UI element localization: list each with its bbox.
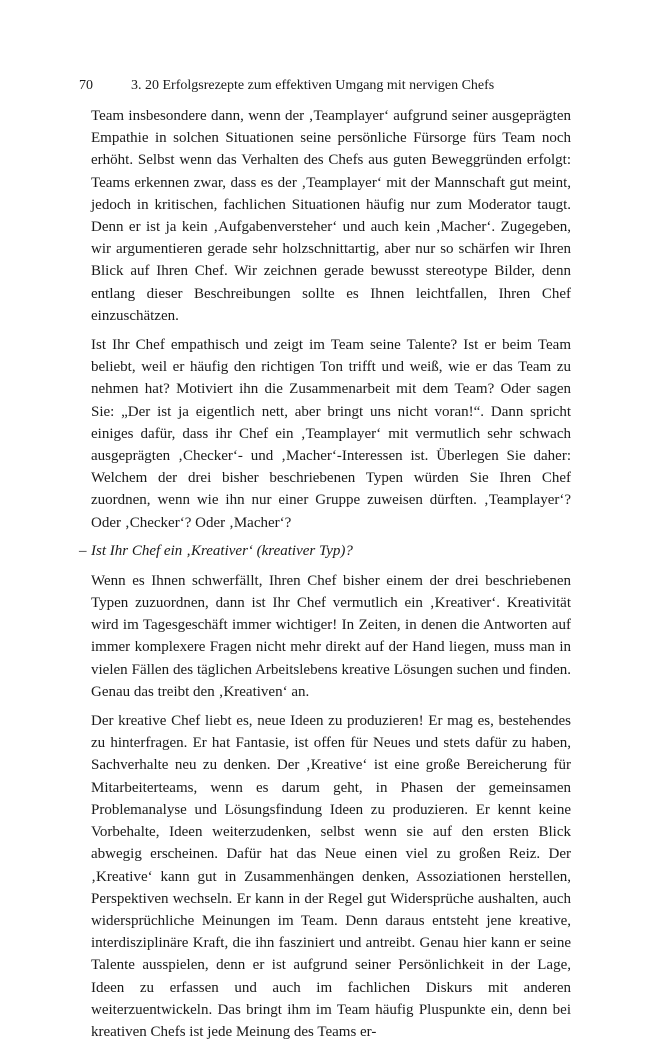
section-heading xyxy=(79,541,571,561)
page-number: 70 xyxy=(79,78,93,93)
paragraph-kreativer-intro: Wenn es Ihnen schwerfällt, Ihren Chef bisher einem der drei beschriebenen Typen zuzuordnen, dann ist Ihr Chef vermutlich ein ‚Kreativer‘. Kreativität wird im Tagesgeschäft immer wichtiger! In Zeiten, in denen die Antworten auf immer komplexere Fragen nicht mehr direkt auf der Hand liegen, muss man in vielen Fällen des täglichen Arbeitslebens kreative Lösungen suchen und finden. Genau das treibt den ‚Kreativen‘ an. xyxy=(91,572,571,700)
section-heading-title: Ist Ihr Chef ein ‚Kreativer‘ (kreativer Typ)? xyxy=(91,542,353,559)
paragraph-teamplayer-continued: Team insbesondere dann, wenn der ‚Teamplayer‘ aufgrund seiner ausgeprägten Empathie in solchen Situationen seine persönliche Fürsorge fürs Team noch erhöht. Selbst wenn das Verhalten des Chefs aus guten Beweggründen erfolgt: Teams erkennen zwar, dass es der ‚Teamplayer‘ mit der Mannschaft gut meint, jedoch in kritischen, fachlichen Situationen häufig nur zum Moderator taugt. Denn er ist ja kein ‚Aufgabenversteher‘ und auch kein ‚Macher‘. Zugegeben, wir argumentieren gerade sehr holzschnittartig, aber nur so schärfen wir Ihren Blick auf Ihren Chef. Wir zeichnen gerade bewusst stereotype Bilder, denn entlang dieser Beschreibungen sollte es Ihnen leichtfallen, Ihren Chef einzuschätzen. xyxy=(91,108,571,324)
list-dash: – xyxy=(79,542,87,559)
body-text xyxy=(79,105,571,1050)
chapter-title: 3. 20 Erfolgsrezepte zum effektiven Umgang mit nervigen Chefs xyxy=(131,78,495,93)
paragraph-kreativer-description: Der kreative Chef liebt es, neue Ideen zu produzieren! Er mag es, bestehendes zu hinterfragen. Er hat Fantasie, ist offen für Neues und stets dafür zu haben, Sachverhalte neu zu denken. Der ‚Kreative‘ ist eine große Bereicherung für Mitarbeiterteams, wenn es darum geht, in Phasen der gemeinsamen Problemanalyse und Lösungsfindung Ideen zu produzieren. Er kennt keine Vorbehalte, Ideen weiterzudenken, selbst wenn sie auf den ersten Blick abwegig erscheinen. Dafür hat das Neue einen viel zu großen Reiz. Der ‚Kreative‘ kann gut in Zusammenhängen denken, Assoziationen herstellen, Perspektiven wechseln. Er kann in der Regel gut Widersprüche aushalten, auch widersprüchliche Meinungen im Team. Denn daraus entsteht jene kreative, interdisziplinäre Kraft, die ihn fasziniert und antreibt. Genau hier kann er seine Talente ausspielen, denn er ist aufgrund seiner Persönlichkeit in der Lage, Ideen zu erfassen und auch im fachlichen Diskurs mit anderen weiterzuentwickeln. Das bringt ihm im Team häufig Pluspunkte ein, denn bei kreativen Chefs ist jede Meinung des Teams er- xyxy=(91,713,571,1040)
paragraph-teamplayer-questions: Ist Ihr Chef empathisch und zeigt im Team seine Talente? Ist er beim Team beliebt, weil er häufig den richtigen Ton trifft und weiß, wie er das Team zu nehmen hat? Motiviert ihn die Zusammenarbeit mit dem Team? Oder sagen Sie: „Der ist ja eigentlich nett, aber bringt uns nicht voran!“. Dann spricht einiges dafür, dass ihr Chef ein ‚Teamplayer‘ mit vermutlich sehr schwach ausgeprägten ‚Checker‘- und ‚Macher‘-Interessen ist. Überlegen Sie daher: Welchem der drei bisher beschriebenen Typen würden Sie Ihren Chef zuordnen, wenn wie ihn nur einer Gruppe zuweisen dürften. ‚Teamplayer‘? Oder ‚Checker‘? Oder ‚Macher‘? xyxy=(91,337,571,531)
running-head xyxy=(79,77,599,95)
